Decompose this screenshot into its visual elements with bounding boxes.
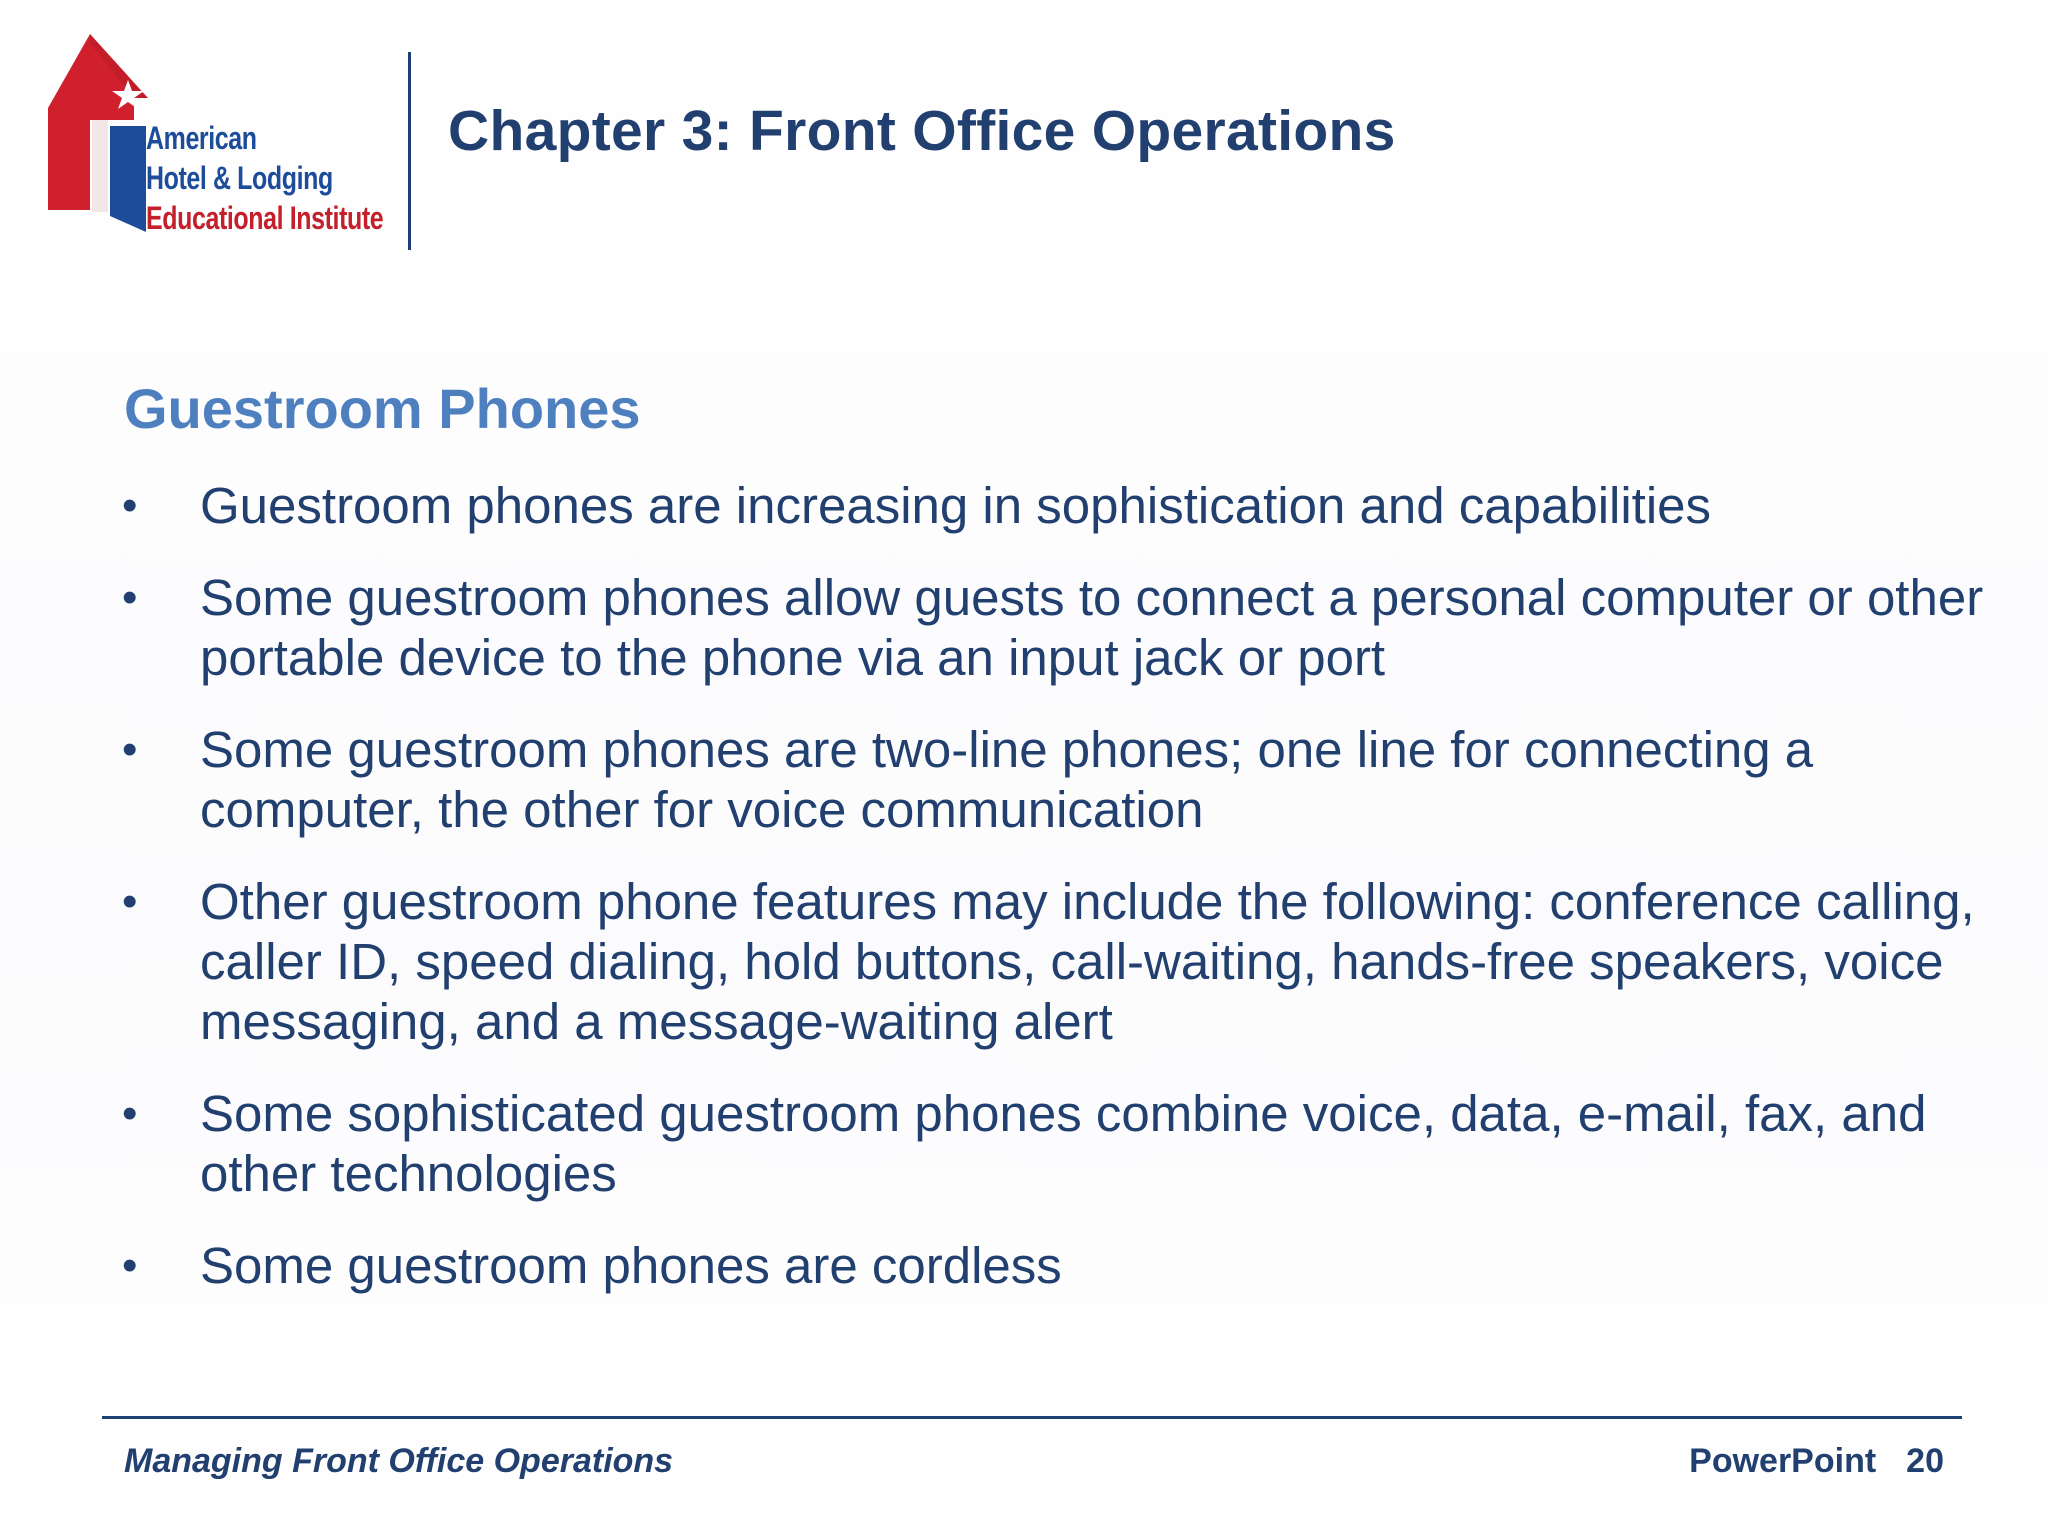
bullet-text: Some guestroom phones are cordless bbox=[200, 1237, 1062, 1294]
bullet-item bbox=[120, 568, 2010, 688]
bullet-icon: • bbox=[122, 1241, 138, 1290]
footer-rule bbox=[102, 1416, 1962, 1419]
bullet-text: Some guestroom phones are two-line phones; one line for connecting a computer, the other for voice communication bbox=[200, 721, 1814, 838]
logo-line-american: American bbox=[146, 120, 257, 156]
page-number: 20 bbox=[1906, 1442, 1944, 1480]
bullet-text: Guestroom phones are increasing in sophistication and capabilities bbox=[200, 477, 1712, 534]
bullet-list bbox=[120, 476, 2010, 1328]
logo-wordmark bbox=[146, 118, 383, 238]
chapter-title: Chapter 3: Front Office Operations bbox=[448, 99, 1396, 163]
footer-right bbox=[1689, 1442, 1944, 1481]
bullet-item bbox=[120, 872, 2010, 1052]
bullet-item bbox=[120, 476, 2010, 536]
bullet-icon: • bbox=[122, 1089, 138, 1138]
ahlei-logo bbox=[48, 34, 388, 244]
bullet-icon: • bbox=[122, 481, 138, 530]
header-divider bbox=[408, 52, 411, 250]
logo-line-educational-institute: Educational Institute bbox=[146, 200, 384, 236]
section-title: Guestroom Phones bbox=[124, 377, 641, 440]
bullet-text: Some guestroom phones allow guests to connect a personal computer or other portable device to the phone via an input jack or port bbox=[200, 569, 1984, 686]
bullet-item bbox=[120, 720, 2010, 840]
logo-line-hotel-lodging: Hotel & Lodging bbox=[146, 160, 333, 196]
bullet-item bbox=[120, 1236, 2010, 1296]
footer-powerpoint-label: PowerPoint bbox=[1689, 1442, 1877, 1480]
bullet-item bbox=[120, 1084, 2010, 1204]
footer-course-title: Managing Front Office Operations bbox=[124, 1442, 674, 1480]
bullet-text: Other guestroom phone features may include the following: conference calling, caller ID, speed dialing, hold buttons, call-waiting, hands-free speakers, voice messaging, and a message-waiting alert bbox=[200, 873, 1975, 1050]
bullet-icon: • bbox=[122, 573, 138, 622]
bullet-text: Some sophisticated guestroom phones combine voice, data, e-mail, fax, and other technologies bbox=[200, 1085, 1927, 1202]
bullet-icon: • bbox=[122, 877, 138, 926]
bullet-icon: • bbox=[122, 725, 138, 774]
